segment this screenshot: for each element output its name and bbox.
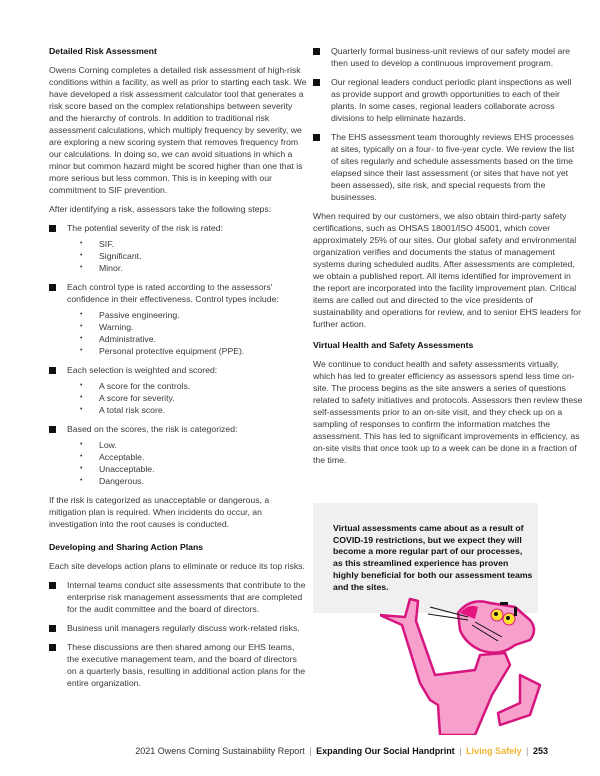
- left-column: [49, 45, 307, 696]
- sublist-item: • Personal protective equipment (PPE).: [67, 345, 307, 357]
- list-item: Business unit managers regularly discuss work-related risks.: [49, 622, 307, 634]
- sublist-item: • Warning.: [67, 321, 307, 333]
- sublist-item: • Unacceptable.: [67, 463, 307, 475]
- paragraph: Each site develops action plans to eliminate or reduce its top risks.: [49, 561, 305, 571]
- paragraph: Owens Corning completes a detailed risk assessment of high-risk conditions within a facility, as well as prior to starting each task. We have developed a risk assessment calculator tool that generates a risk score based on the complex relationships between severity and the hierarchy of controls. In addition to traditional risk assessment calculations, which multiply frequency by severity, we are exploring a new scoring system that removes frequency from our calculations. In doing so, we can avoid situations in which a minor but common hazard might be scored higher than one that is more serious but less common. This is in keeping with our commitment to SIF prevention.: [49, 65, 307, 195]
- sublist-item: • Acceptable.: [67, 451, 307, 463]
- sublist: [67, 238, 307, 274]
- list-item: [49, 423, 307, 487]
- footer-separator: |: [526, 746, 529, 756]
- list-item-text: Each control type is rated according to the assessors' confidence in their effectiveness. Control types include:: [67, 282, 279, 304]
- pink-panther-illustration: [380, 595, 550, 735]
- paragraph: We continue to conduct health and safety assessments virtually, which has led to greater efficiency as assessors spend less time on-site. The process begins as the site answers a series of questions related to safety initiatives and protocols. Assessors then review these self-assessments prior to an on-site visit, and they check up on a sampling of responses to confirm the information matches the assessment. This has led to significant improvements in efficiency, as on-site visits that once took up to a week can be done in a fraction of the time.: [313, 359, 583, 465]
- callout-text: Virtual assessments came about as a result of COVID-19 restrictions, but we expect they will become a more regular part of our processes, as this streamlined experience has proven highly beneficial for both our assessment teams and the sites.: [333, 523, 533, 592]
- list-item: [49, 281, 307, 357]
- list-item: The EHS assessment team thoroughly reviews EHS processes at sites, typically on a four- to five-year cycle. We review the list of sites regularly and schedule assessments based on the time elapsed since their last assessment (or sites that have not yet been assessed), site risk, and special requests from the businesses.: [313, 131, 583, 203]
- sublist: [67, 439, 307, 487]
- heading-virtual-assessments: Virtual Health and Safety Assessments: [313, 340, 474, 350]
- sublist-item: • Low.: [67, 439, 307, 451]
- heading-detailed-risk-assessment: Detailed Risk Assessment: [49, 46, 157, 56]
- list-item: [49, 222, 307, 274]
- footer-separator: |: [459, 746, 462, 756]
- list-item: Our regional leaders conduct periodic plant inspections as well as provide support and growth opportunities to each of their plants. In some cases, regional leaders collaborate across divisions to help eliminate hazards.: [313, 76, 583, 124]
- sublist-item: • A score for severity.: [67, 392, 307, 404]
- sublist-item: • Dangerous.: [67, 475, 307, 487]
- footer-report-title: 2021 Owens Corning Sustainability Report: [135, 746, 305, 756]
- heading-action-plans: Developing and Sharing Action Plans: [49, 542, 204, 552]
- footer-section[interactable]: Expanding Our Social Handprint: [316, 746, 455, 756]
- sublist-item: • SIF.: [67, 238, 307, 250]
- review-list: [313, 45, 583, 203]
- list-item: Quarterly formal business-unit reviews of our safety model are then used to develop a continuous improvement program.: [313, 45, 583, 69]
- page-number: 253: [532, 746, 548, 756]
- sublist: [67, 380, 307, 416]
- sublist-item: • A total risk score.: [67, 404, 307, 416]
- list-item: These discussions are then shared among our EHS teams, the executive management team, and the board of directors on a quarterly basis, resulting in additional action plans for the entire organization.: [49, 641, 307, 689]
- list-item-text: Each selection is weighted and scored:: [67, 365, 218, 375]
- right-column: [313, 45, 583, 473]
- paragraph: After identifying a risk, assessors take the following steps:: [49, 204, 272, 214]
- sublist-item: • Minor.: [67, 262, 307, 274]
- list-item-text: Based on the scores, the risk is categorized:: [67, 424, 238, 434]
- footer-subsection[interactable]: Living Safely: [466, 746, 522, 756]
- paragraph: When required by our customers, we also obtain third-party safety certifications, such as OHSAS 18001/ISO 45001, which cover approximately 25% of our sites. Our global safety and environmental organization verifies and documents the status of management systems during scheduled audits. After assessments are completed, we obtain a published report. All items identified for improvement in the report are incorporated into the facility improvement plan. Critical items are called out and directed to the vice presidents of sustainability and operations for review, and to senior EHS leaders for further action.: [313, 211, 582, 329]
- sublist-item: • A score for the controls.: [67, 380, 307, 392]
- page-footer: [135, 746, 548, 756]
- steps-list: [49, 222, 307, 487]
- footer-separator: |: [309, 746, 312, 756]
- sublist-item: • Administrative.: [67, 333, 307, 345]
- action-plans-list: [49, 579, 307, 689]
- sublist: [67, 309, 307, 357]
- list-item: Internal teams conduct site assessments that contribute to the enterprise risk management assessments that are completed for the audit committee and the board of directors.: [49, 579, 307, 615]
- sublist-item: • Passive engineering.: [67, 309, 307, 321]
- list-item: [49, 364, 307, 416]
- paragraph: If the risk is categorized as unacceptable or dangerous, a mitigation plan is required. When incidents do occur, an investigation into the root causes is conducted.: [49, 495, 270, 529]
- list-item-text: The potential severity of the risk is rated:: [67, 223, 223, 233]
- panther-hand-on-hip: [498, 675, 540, 725]
- sublist-item: • Significant.: [67, 250, 307, 262]
